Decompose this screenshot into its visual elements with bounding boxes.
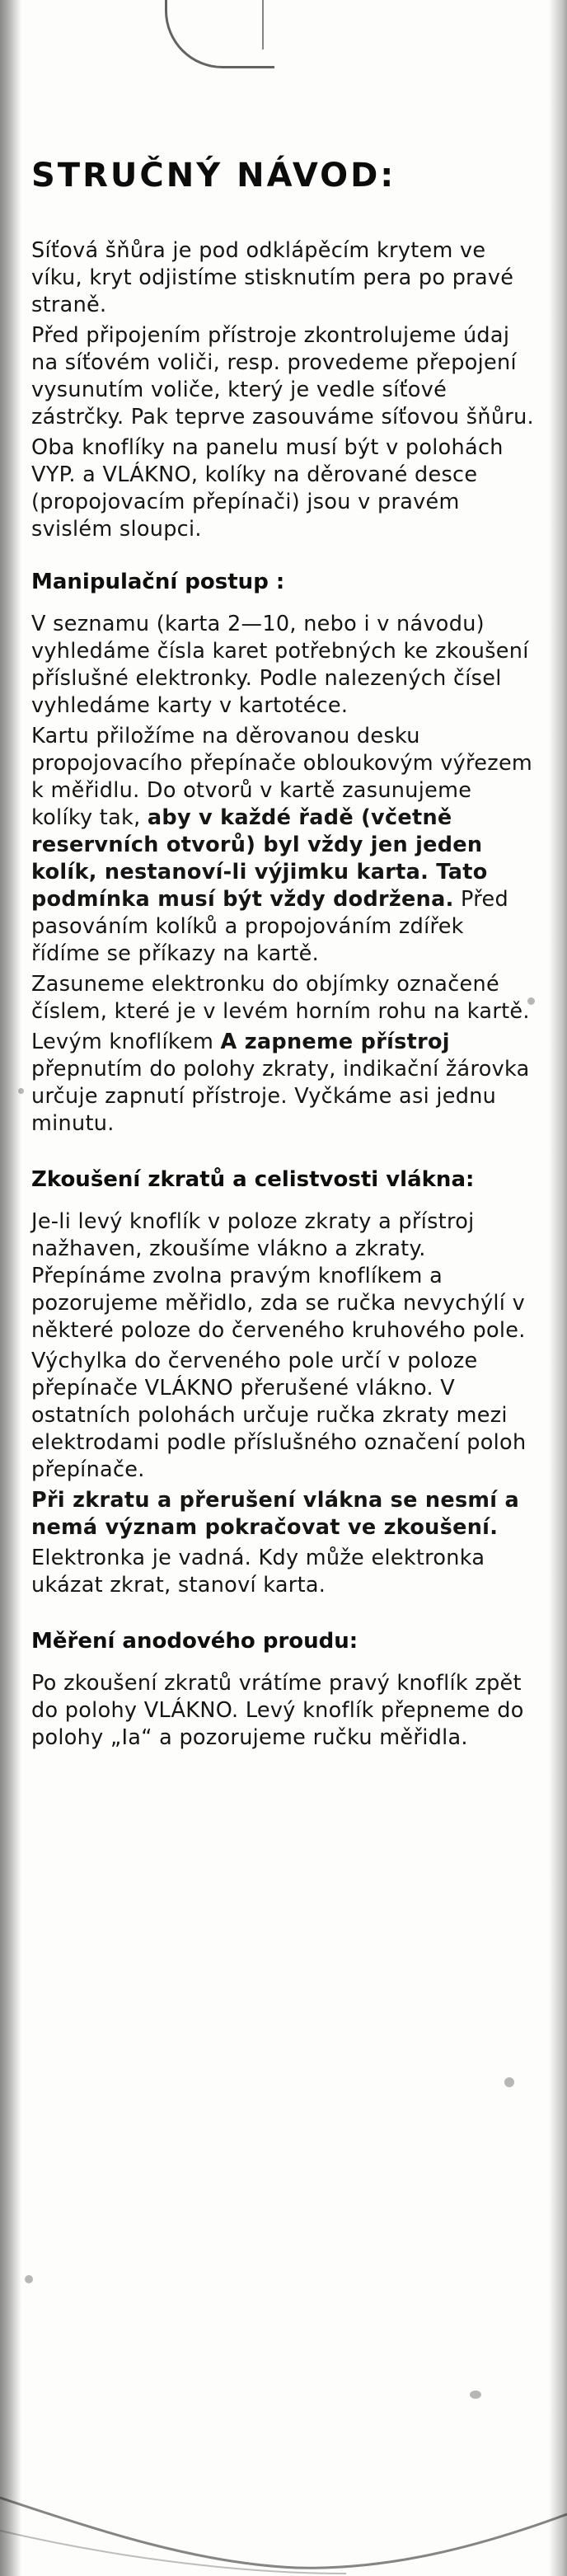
card-text-start: Kartu přiložíme na děrovanou desku propojovacího přepínače obloukovým výřezem k měřidlu. Do otvorů v kartě zasunujeme kolíky tak, (31, 724, 533, 830)
card-text-end: Před pasováním kolíků a propojováním zdířek řídíme se příkazy na kartě. (31, 887, 508, 966)
manipulacni-paragraph-socket: Zasuneme elektronku do objímky označené číslem, které je v levém horním rohu na kartě. (31, 972, 530, 1024)
heading-mereni-anodoveho-proudu: Měření anodového proudu: (31, 1629, 358, 1654)
manipulacni-paragraph-power-on (31, 1029, 539, 1138)
anoda-paragraph-measure: Po zkoušení zkratů vrátíme pravý knoflík zpět do polohy VLÁKNO. Levý knoflík přepneme do polohy „Ia“ a pozorujeme ručku měřidla. (31, 1671, 524, 1750)
zkraty-paragraph-deflection: Výchylka do červeného pole určí v poloze přepínače VLÁKNO přerušené vlákno. V ostatních polohách určuje ručka zkraty mezi elektrodami podle příslušného označení poloh přepínače. (31, 1349, 527, 1482)
bottom-fold-mark (0, 2481, 567, 2576)
manipulacni-paragraph-list: V seznamu (karta 2—10, nebo i v návodu) vyhledáme čísla karet potřebných ke zkoušení příslušné elektronky. Podle nalezených čísel vyhledáme karty v kartotéce. (31, 612, 529, 718)
right-scan-edge-shadow (549, 0, 567, 2576)
intro-paragraph-voltage-selector: Před připojením přístroje zkontrolujeme údaj na síťovém voliči, resp. provedeme přepojení vysunutím voliče, který je vedle síťové zástrčky. Pak teprve zasouváme síťovou šňůru. (31, 323, 534, 429)
zkraty-paragraph-test: Je-li levý knoflík v poloze zkraty a přístroj nažhaven, zkoušíme vlákno a zkraty. Přepínáme zvolna pravým knoflíkem a pozorujeme měřidlo, zda se ručka nevychýlí v některé poloze do červeného kruhového pole. (31, 1209, 526, 1343)
power-text-end: přepnutím do polohy zkraty, indikační žárovka určuje zapnutí přístroje. Vyčkáme asi jednu minutu. (31, 1057, 530, 1136)
intro-paragraph-cord: Síťová šňůra je pod odklápěcím krytem ve víku, kryt odjistíme stisknutím pera po pravé straně. (31, 238, 514, 317)
heading-zkouseni-zkratu: Zkoušení zkratů a celistvosti vlákna: (31, 1167, 475, 1192)
top-fold-mark (165, 0, 274, 68)
top-crease-line (262, 0, 264, 49)
zkraty-paragraph-warning: Při zkratu a přerušení vlákna se nesmí a nemá význam pokračovat ve zkoušení. (31, 1488, 520, 1540)
power-on-emphasis: A zapneme přístroj (220, 1030, 450, 1054)
power-text-start: Levým knoflíkem (31, 1030, 221, 1054)
document-title: STRUČNÝ NÁVOD: (31, 157, 396, 195)
scan-speck (470, 2391, 481, 2399)
scan-speck (527, 997, 535, 1005)
card-rule-emphasis: aby v každé řadě (včetně reservních otvorů) byl vždy jen jeden kolík, nestanoví-li výjimku karta. Tato podmínka musí být vždy dodržena. (31, 805, 488, 912)
scan-speck (18, 1088, 24, 1094)
heading-manipulacni-postup: Manipulační postup : (31, 570, 285, 594)
scan-speck (25, 2275, 33, 2283)
scan-speck (504, 2077, 514, 2087)
zkraty-paragraph-defective: Elektronka je vadná. Kdy může elektronka ukázat zkrat, stanoví karta. (31, 1546, 485, 1598)
left-scan-edge-shadow (0, 0, 21, 2576)
document-body (31, 157, 539, 1755)
intro-paragraph-knobs: Oba knoflíky na panelu musí být v polohách VYP. a VLÁKNO, kolíky na děrované desce (propojovacím přepínači) jsou v pravém svislém sloupci. (31, 435, 504, 542)
manipulacni-paragraph-card (31, 723, 539, 968)
